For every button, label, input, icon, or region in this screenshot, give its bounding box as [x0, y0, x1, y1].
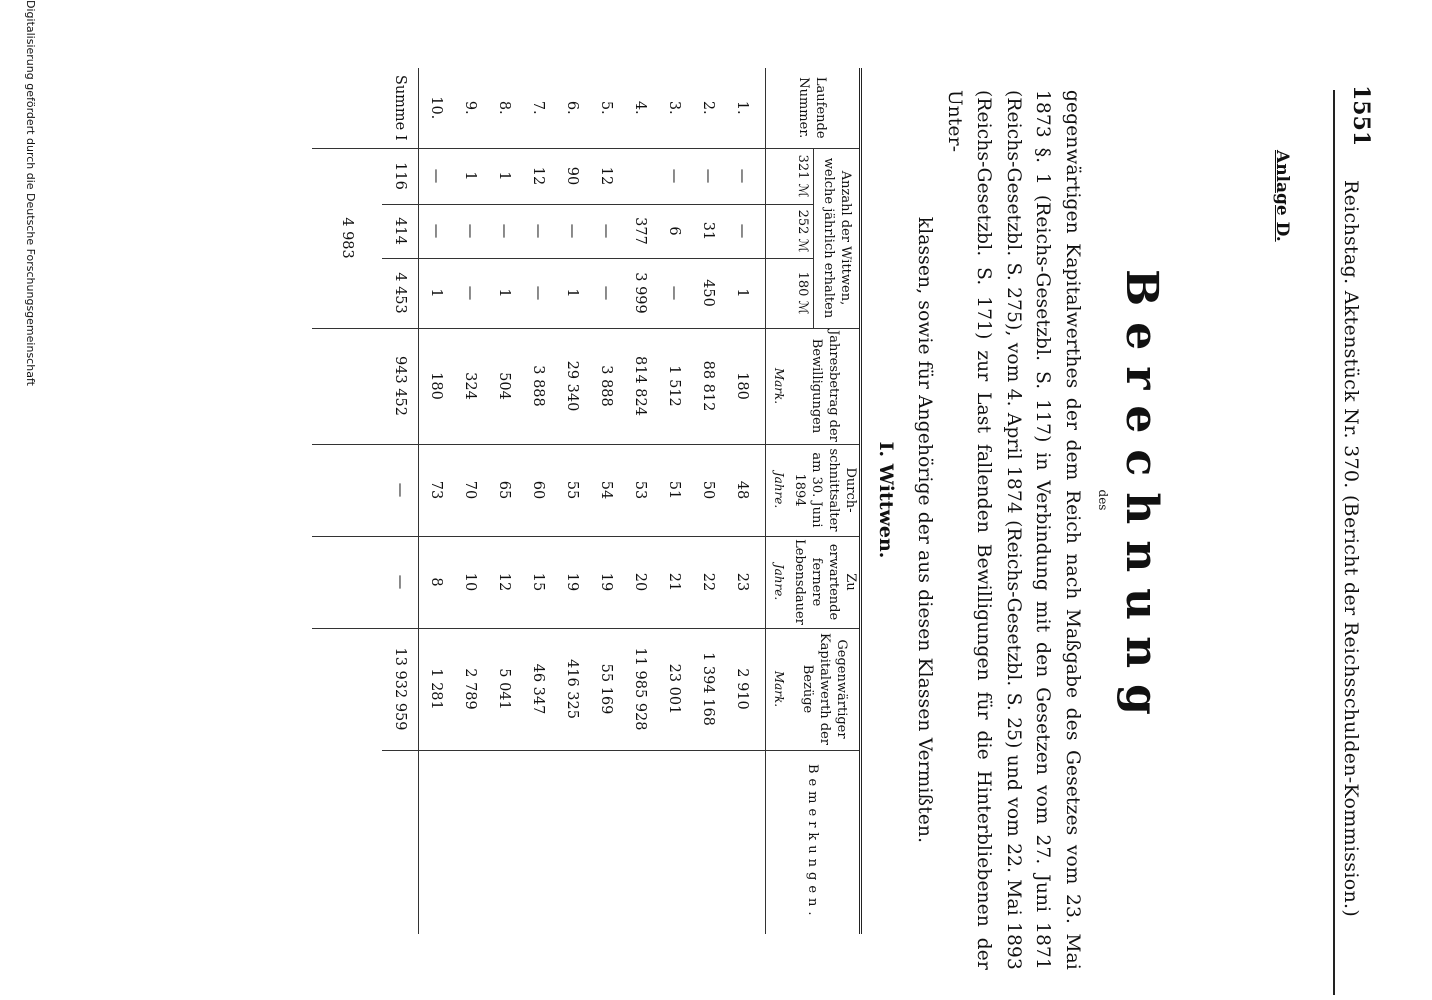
- cell: 12: [487, 536, 521, 628]
- cell: 1 512: [657, 328, 691, 444]
- total-cell: 414: [382, 204, 419, 258]
- cell: 55 169: [589, 628, 623, 750]
- cell: 50: [691, 444, 725, 536]
- cell: 1: [487, 258, 521, 328]
- unit-years: Jahre.: [766, 536, 792, 628]
- cell: 90: [555, 148, 589, 204]
- table-row: [623, 68, 657, 934]
- col-header-321: 321 ℳ: [791, 148, 814, 204]
- cell: 8: [419, 536, 454, 628]
- cell: 70: [453, 444, 487, 536]
- cell: —: [725, 204, 766, 258]
- cell: 1: [487, 148, 521, 204]
- cell: 814 824: [623, 328, 657, 444]
- intro-text: gegenwärtigen Kapitalwerthes der dem Reich nach Maßgabe des Gesetzes vom 23. Mai 1873 §. 1 (Reichs-Gesetzbl. S. 117) in Verbindung mit den Gesetzen vom 27. Juni 1871 (Reichs-Gesetzbl. S. 275), vom 4. April 1874 (Reichs-Gesetzbl. S. 25) und vom 22. Mai 1893 (Reichs-Gesetzbl. S. 171) zur Last fallenden Bewilligungen für die Hinterbliebenen der Unter-: [944, 90, 1083, 970]
- cell-remark: [589, 750, 623, 934]
- total-cell: 13 932 959: [382, 628, 419, 750]
- table-row: [521, 68, 555, 934]
- total-label: Summe I: [382, 68, 419, 148]
- cell-no: 4.: [632, 100, 648, 115]
- calculation-table: [312, 68, 862, 934]
- cell: 504: [487, 328, 521, 444]
- running-head: Reichstag. Aktenstück Nr. 370. (Bericht der Reichsschulden-Kommission.): [1340, 180, 1362, 918]
- cell-remark: [453, 750, 487, 934]
- cell: 19: [589, 536, 623, 628]
- cell: 21: [657, 536, 691, 628]
- cell: 20: [623, 536, 657, 628]
- cell-no: 8.: [496, 100, 512, 115]
- cell: 1 394 168: [691, 628, 725, 750]
- cell: 3 999: [623, 258, 657, 328]
- col-header-annual-amount: Jahresbetrag der Bewilligungen: [791, 328, 861, 444]
- table-row: [589, 68, 623, 934]
- unit-mark: Mark.: [766, 628, 792, 750]
- cell: 51: [657, 444, 691, 536]
- cell: 1: [725, 258, 766, 328]
- cell: —: [691, 148, 725, 204]
- cell: [623, 148, 657, 204]
- total-cell: 4 453: [382, 258, 419, 328]
- cell: 450: [691, 258, 725, 328]
- col-header-capital-value: Gegenwärtiger Kapitalwerth der Bezüge: [791, 628, 861, 750]
- table-row: [453, 68, 487, 934]
- cell: 22: [691, 536, 725, 628]
- cell: 180: [725, 328, 766, 444]
- cell: 10: [453, 536, 487, 628]
- cell: 12: [521, 148, 555, 204]
- cell: —: [555, 204, 589, 258]
- cell: 23 001: [657, 628, 691, 750]
- cell-remark: [691, 750, 725, 934]
- cell: 5 041: [487, 628, 521, 750]
- total-cell: 943 452: [382, 328, 419, 444]
- cell: —: [589, 204, 623, 258]
- title-connector: des: [1096, 489, 1110, 511]
- document-title: Berechnung: [1116, 269, 1167, 731]
- table-row: [657, 68, 691, 934]
- cell: —: [589, 258, 623, 328]
- cell: —: [453, 258, 487, 328]
- section-heading: I. Wittwen.: [875, 441, 897, 559]
- cell: 65: [487, 444, 521, 536]
- cell: 1: [419, 258, 454, 328]
- cell: 6: [657, 204, 691, 258]
- cell: —: [419, 148, 454, 204]
- cell: 31: [691, 204, 725, 258]
- table-row: [419, 68, 454, 934]
- intro-text-last: klassen, sowie für Angehörige der aus diesen Klassen Vermißten.: [914, 216, 936, 844]
- cell: 48: [725, 444, 766, 536]
- total-cell: 116: [382, 148, 419, 204]
- cell-remark: [657, 750, 691, 934]
- unit-mark: Mark.: [766, 328, 792, 444]
- cell: 3 888: [521, 328, 555, 444]
- total-cell: —: [382, 444, 419, 536]
- col-header-average-age: Durch-schnittsalter am 30. Juni 1894: [791, 444, 861, 536]
- cell-no: 2.: [700, 100, 716, 115]
- cell-no: 6.: [564, 100, 580, 115]
- total-cell: —: [382, 536, 419, 628]
- cell: —: [521, 258, 555, 328]
- table-row: [555, 68, 589, 934]
- col-header-180: 180 ℳ: [791, 258, 814, 328]
- table-combined-row: [312, 68, 382, 934]
- intro-paragraph: [910, 90, 1087, 970]
- cell: —: [521, 204, 555, 258]
- digitization-note: Digitalisierung gefördert durch die Deutsche Forschungsgemeinschaft: [24, 0, 37, 386]
- col-header-expected-life: Zu erwartende fernere Lebensdauer: [791, 536, 861, 628]
- table-row: [487, 68, 521, 934]
- cell: 29 340: [555, 328, 589, 444]
- cell: 55: [555, 444, 589, 536]
- cell-remark: [382, 750, 419, 934]
- cell: 377: [623, 204, 657, 258]
- cell: 12: [589, 148, 623, 204]
- col-header-running-no: Laufende Nummer.: [766, 68, 861, 148]
- cell: 3 888: [589, 328, 623, 444]
- cell: 53: [623, 444, 657, 536]
- cell-remark: [725, 750, 766, 934]
- cell: 88 812: [691, 328, 725, 444]
- cell: 324: [453, 328, 487, 444]
- cell: 54: [589, 444, 623, 536]
- table-row: [691, 68, 725, 934]
- combined-widows-total: 4 983: [312, 148, 382, 328]
- cell-remark: [521, 750, 555, 934]
- cell-no: 1.: [734, 100, 750, 115]
- cell: 46 347: [521, 628, 555, 750]
- table-row: [725, 68, 766, 934]
- cell: 1: [555, 258, 589, 328]
- col-header-252: 252 ℳ: [791, 204, 814, 258]
- cell: 1 281: [419, 628, 454, 750]
- table-total-row: [382, 68, 419, 934]
- cell-no: 9.: [462, 100, 478, 115]
- cell: 60: [521, 444, 555, 536]
- cell: —: [657, 258, 691, 328]
- cell: 180: [419, 328, 454, 444]
- cell-remark: [623, 750, 657, 934]
- col-header-widows: Anzahl der Wittwen, welche jährlich erhalten: [814, 148, 861, 328]
- unit-years: Jahre.: [766, 444, 792, 536]
- cell-no: 7.: [530, 100, 546, 115]
- cell-remark: [555, 750, 589, 934]
- cell: —: [419, 204, 454, 258]
- cell: 1: [453, 148, 487, 204]
- cell-no: 3.: [666, 100, 682, 115]
- col-header-remarks: Bemerkungen.: [766, 750, 861, 934]
- header-rule: [1333, 90, 1335, 995]
- cell: 15: [521, 536, 555, 628]
- cell: —: [657, 148, 691, 204]
- cell: —: [487, 204, 521, 258]
- cell: 2 910: [725, 628, 766, 750]
- cell: 73: [419, 444, 454, 536]
- cell: 19: [555, 536, 589, 628]
- cell-no: 10.: [428, 96, 444, 120]
- cell-remark: [419, 750, 454, 934]
- cell: 416 325: [555, 628, 589, 750]
- cell-no: 5.: [598, 100, 614, 115]
- cell: —: [453, 204, 487, 258]
- cell: 2 789: [453, 628, 487, 750]
- page-number: 1551: [1348, 85, 1374, 147]
- cell: 23: [725, 536, 766, 628]
- annex-label: Anlage D.: [1272, 150, 1292, 242]
- cell: —: [725, 148, 766, 204]
- cell-remark: [487, 750, 521, 934]
- cell: 11 985 928: [623, 628, 657, 750]
